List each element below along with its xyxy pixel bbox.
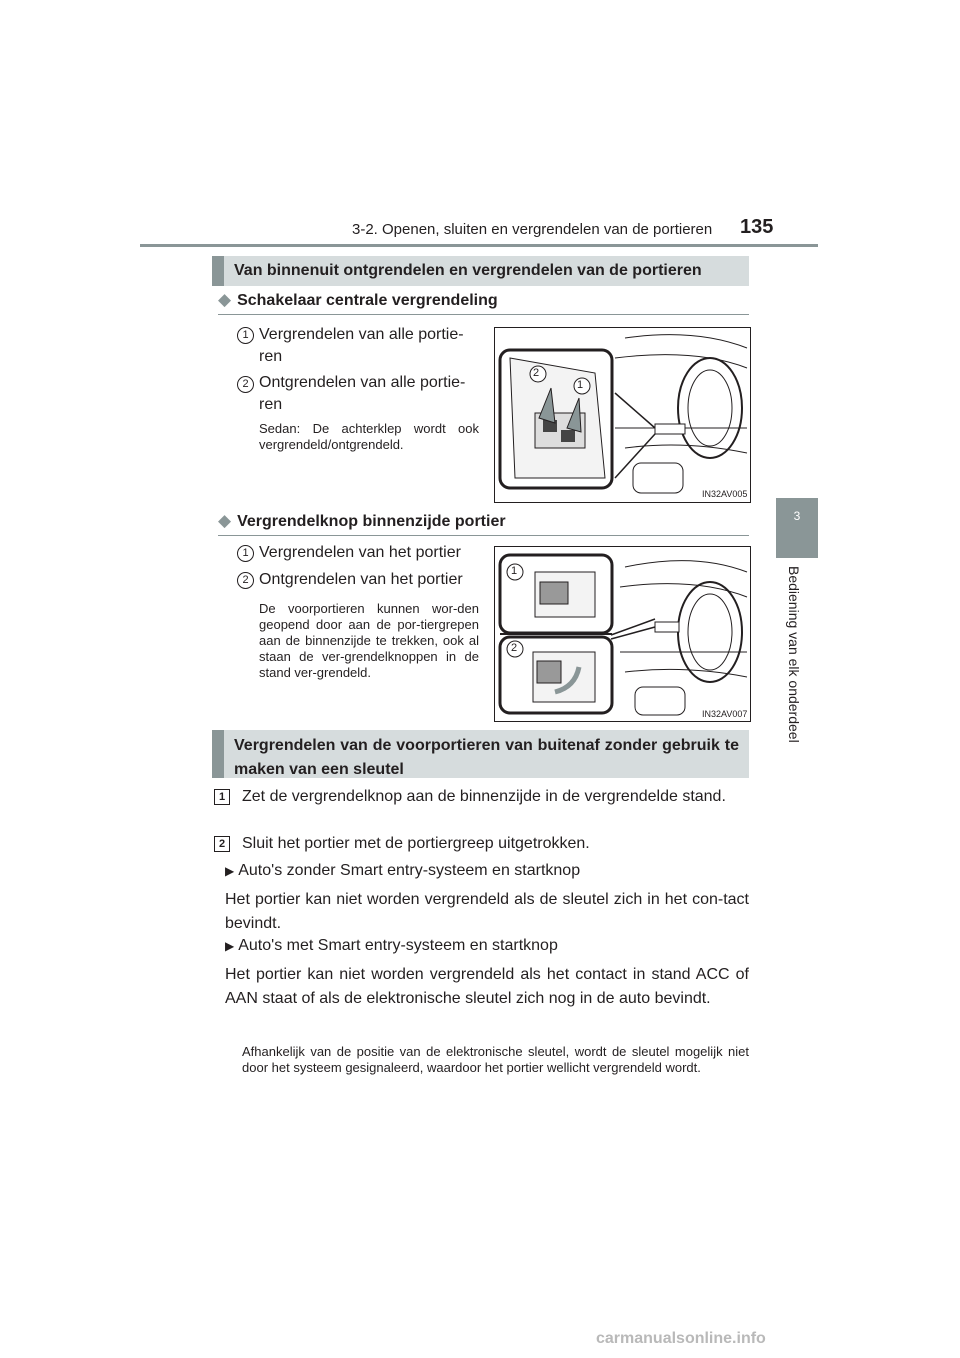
figure-code: IN32AV007 <box>702 709 748 719</box>
diamond-icon: ◆ <box>218 290 232 309</box>
list-item: Ontgrendelen van alle portie-ren <box>259 374 466 413</box>
section-heading-outside-text: Vergrendelen van de voorportieren van buitenaf zonder gebruik te maken van een sleutel <box>234 737 739 778</box>
subheading-door-lock-knob <box>218 511 506 531</box>
figure-code: IN32AV005 <box>702 489 748 499</box>
step-text: Zet de vergrendelknop aan de binnenzijde in de vergrendelde stand. <box>242 788 726 805</box>
subheading-rule <box>218 314 749 315</box>
bullet-no-smart-entry <box>225 862 580 880</box>
door-lock-illustration <box>495 547 750 721</box>
figure-door-lock-knob <box>494 546 751 722</box>
subheading-rule <box>218 535 749 536</box>
section-heading-inside <box>212 256 749 286</box>
callout-2: 2 <box>511 642 518 654</box>
callout-1: 1 <box>511 565 518 577</box>
step-text: Sluit het portier met de portiergreep uitgetrokken. <box>242 835 590 852</box>
triangle-bullet-icon: ▶ <box>225 864 235 878</box>
page-number: 135 <box>740 216 774 238</box>
watermark: carmanualsonline.info <box>596 1330 766 1347</box>
list-item: Ontgrendelen van het portier <box>259 571 463 588</box>
triangle-bullet-icon: ▶ <box>225 939 235 953</box>
list-item: Vergrendelen van het portier <box>259 544 461 561</box>
note-text: Sedan: De achterklep wordt ook vergrendeld/ontgrendeld. <box>259 421 479 452</box>
step-number: 1 <box>214 789 230 805</box>
bullet-smart-entry-text: Auto's met Smart entry-systeem en startknop <box>238 937 558 954</box>
diamond-icon: ◆ <box>218 511 232 530</box>
chapter-tab-number: 3 <box>793 509 801 523</box>
circled-number: 2 <box>237 376 254 393</box>
header-rule <box>140 244 818 247</box>
central-lock-illustration <box>495 328 750 502</box>
subheading-central-lock <box>218 290 498 310</box>
callout-1: 1 <box>577 379 584 391</box>
paragraph: Het portier kan niet worden vergrendeld als de sleutel zich in het con-tact bevindt. <box>225 891 749 932</box>
circled-number: 1 <box>237 545 254 562</box>
subheading-central-lock-text: Schakelaar centrale vergrendeling <box>237 292 498 309</box>
chapter-tab <box>776 498 818 558</box>
subheading-door-lock-knob-text: Vergrendelknop binnenzijde portier <box>237 513 506 530</box>
step-number: 2 <box>214 836 230 852</box>
paragraph: Het portier kan niet worden vergrendeld als het contact in stand ACC of AAN staat of als de elektronische sleutel zich nog in de auto bevindt. <box>225 966 749 1007</box>
chapter-title: 3-2. Openen, sluiten en vergrendelen van de portieren <box>352 221 713 238</box>
bullet-smart-entry <box>225 937 558 955</box>
chapter-side-label: Bediening van elk onderdeel <box>786 566 802 743</box>
list-item: Vergrendelen van alle portie-ren <box>259 326 464 365</box>
section-heading-outside <box>212 730 749 778</box>
figure-central-lock-switch <box>494 327 751 503</box>
section-heading-inside-text: Van binnenuit ontgrendelen en vergrendelen van de portieren <box>234 262 702 279</box>
small-note: Afhankelijk van de positie van de elektronische sleutel, wordt de sleutel mogelijk niet door het systeem gesignaleerd, waardoor het portier wellicht vergrendeld wordt. <box>242 1044 749 1075</box>
bullet-no-smart-entry-text: Auto's zonder Smart entry-systeem en startknop <box>238 862 581 879</box>
circled-number: 2 <box>237 572 254 589</box>
note-text: De voorportieren kunnen wor-den geopend door aan de por-tiergrepen aan de binnenzijde te trekken, ook al staan de ver-grendelknoppen in de stand ver-grendeld. <box>259 601 479 680</box>
callout-2: 2 <box>533 367 540 379</box>
circled-number: 1 <box>237 327 254 344</box>
